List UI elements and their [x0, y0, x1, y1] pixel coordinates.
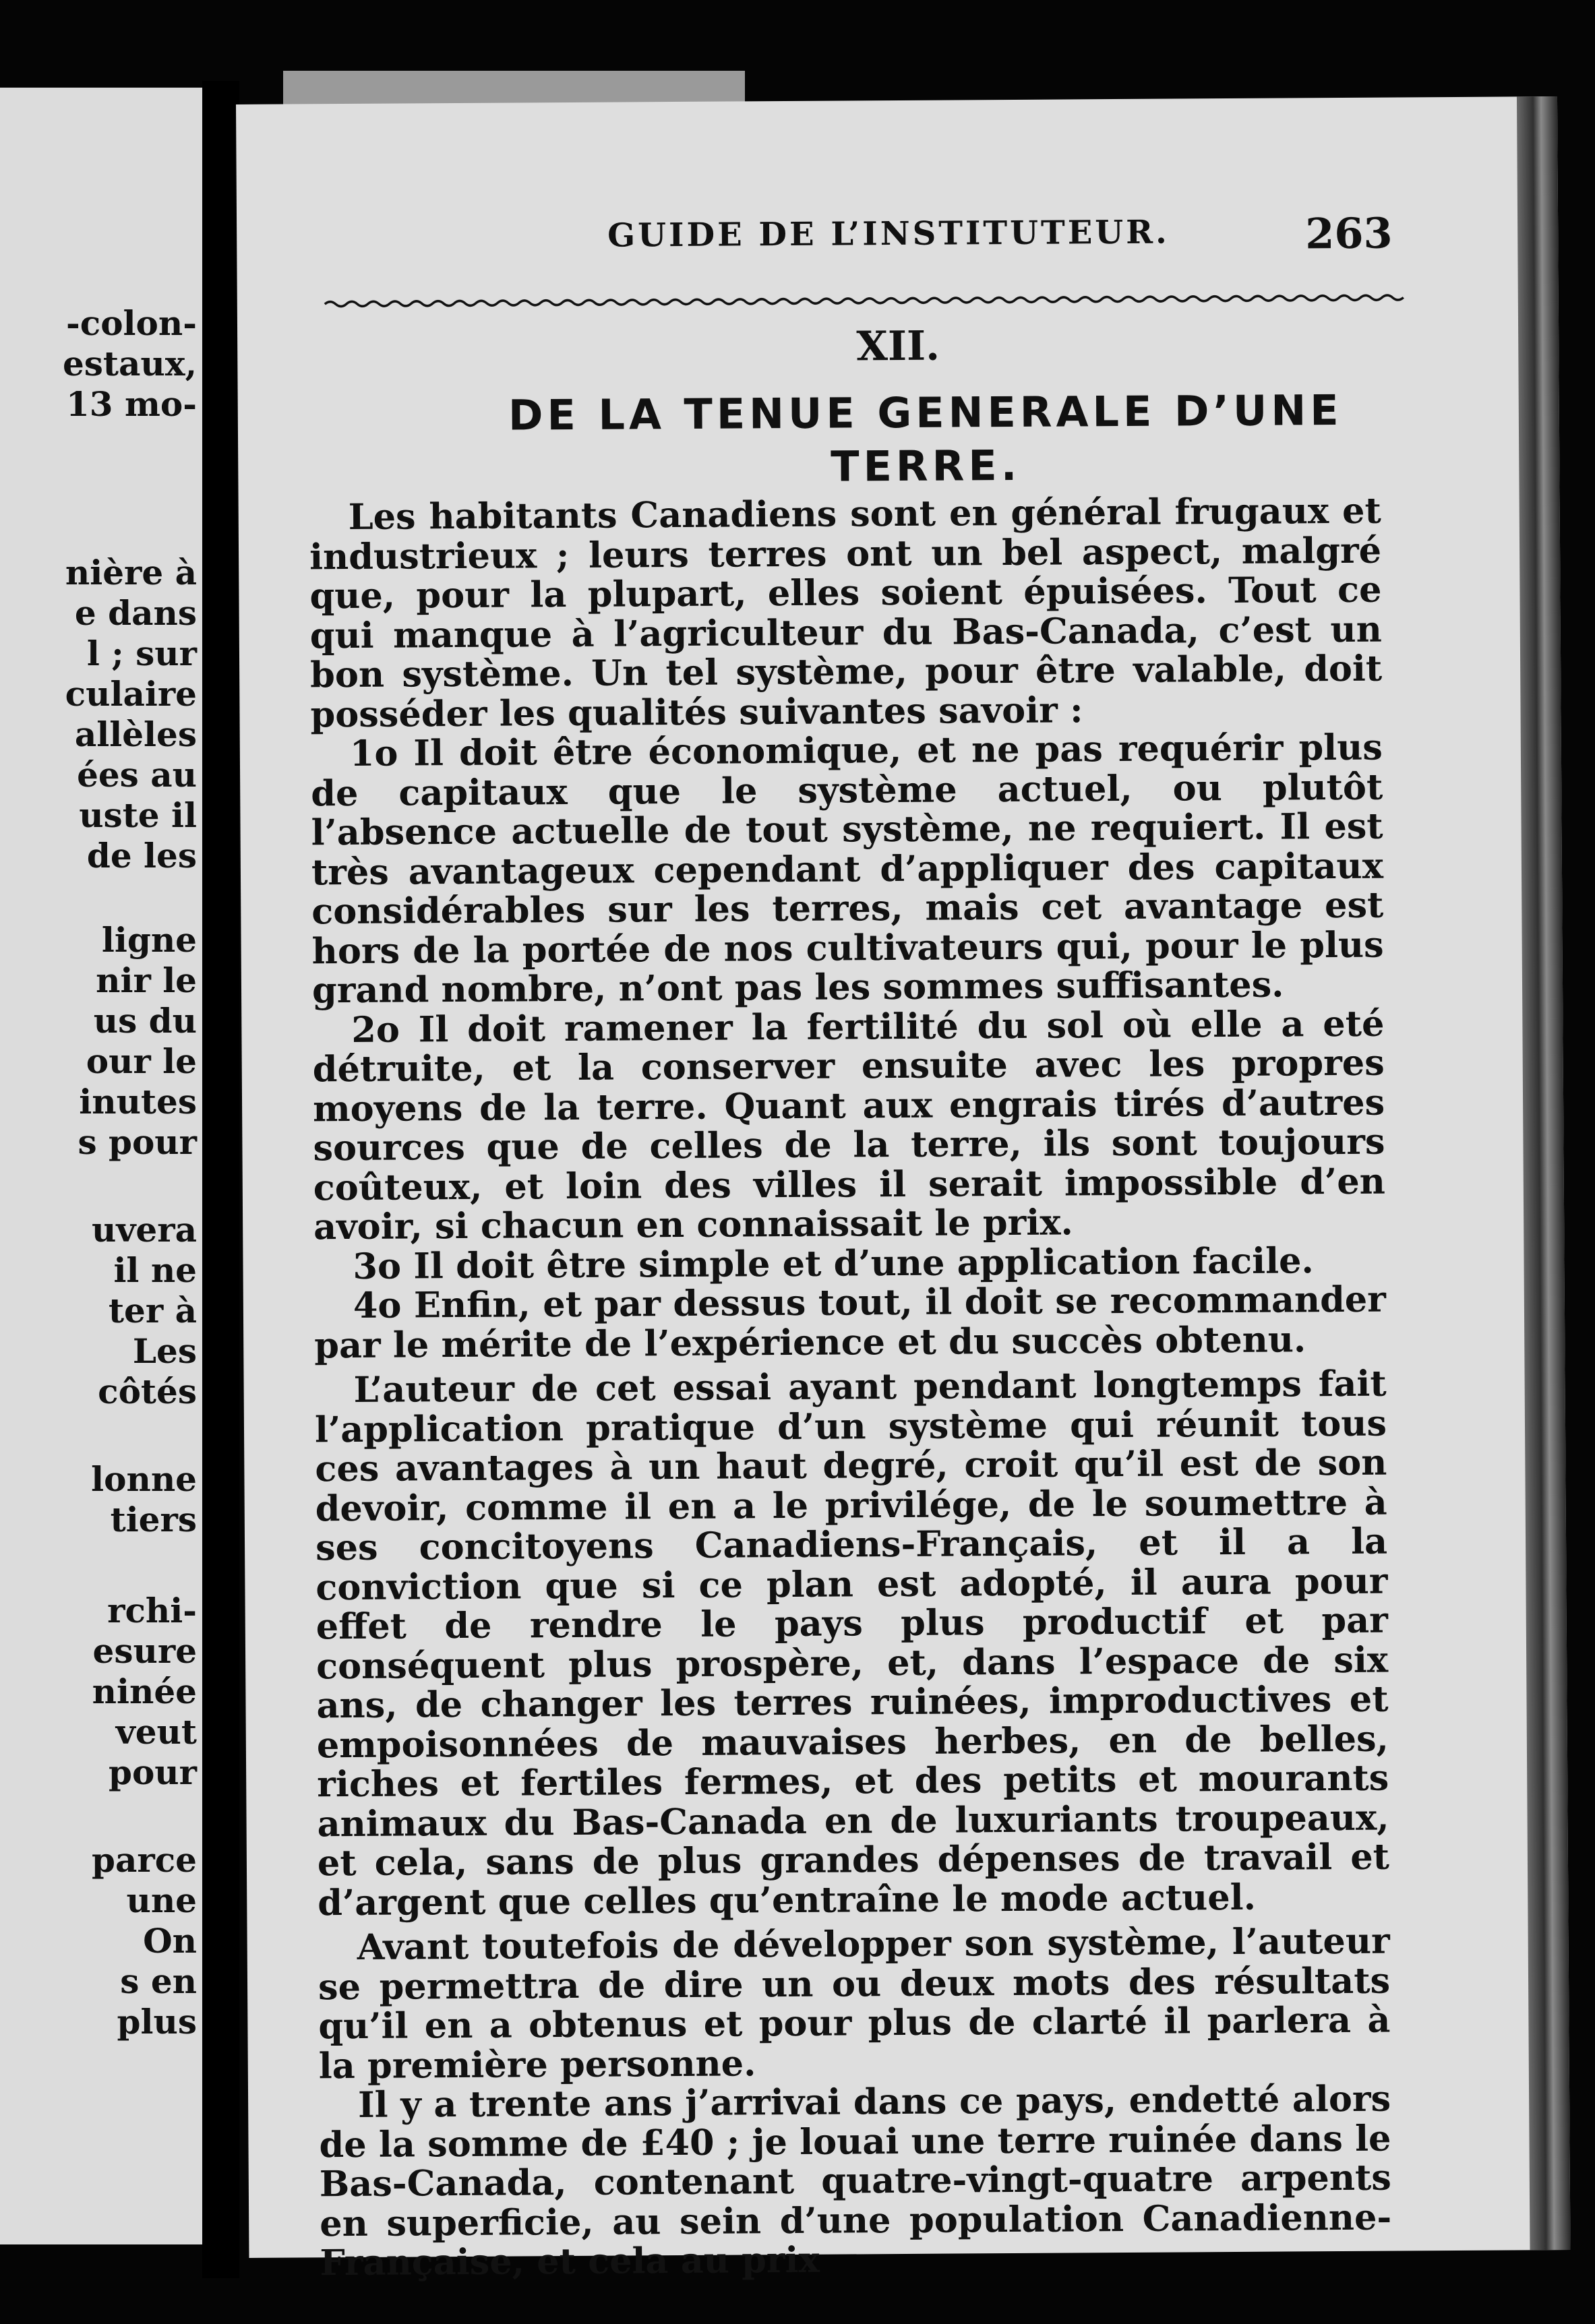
left-page-fragment: une: [126, 1880, 197, 1920]
paragraph-thirty-years: Il y a trente ans j’arrivai dans ce pays, endetté alors de la somme de £40 ; je louai une terre ruinée dans le Bas-Canada, contenant quatre-vingt-quatre arpents en superficie, au sein d’une population Canadienne-Française, et cela au prix: [319, 2078, 1392, 2284]
paragraph-intro: Les habitants Canadiens sont en général frugaux et industrieux ; leurs terres ont un bel aspect, malgré que, pour la plupart, elles soient épuisées. Tout ce qui manque à l’agriculteur du Bas-Canada, c’est un bon système. Un tel système, pour être valable, doit posséder les qualités suivantes savoir :: [309, 490, 1383, 735]
left-page-fragment: s en: [120, 1961, 197, 2001]
left-page-fragment: pour: [108, 1752, 197, 1792]
chapter-title: DE LA TENUE GENERALE D’UNE TERRE.: [508, 385, 1343, 491]
paragraph-point-1: 1o Il doit être économique, et ne pas requérir plus de capitaux que le système actuel, ou plutôt l’absence actuelle de tout système, ne requiert. Il est très avantageux cependant d’appliquer des capitaux considérables sur les terres, mais cet avantage est hors de la portée de nos cultivateurs qui, pour le plus grand nombre, n’ont pas les sommes suffisantes.: [311, 727, 1384, 1012]
book-gutter: [202, 81, 239, 2278]
running-title: GUIDE DE L’INSTITUTEUR.: [607, 213, 1170, 255]
left-page-fragment: -colon-: [66, 303, 197, 343]
left-page-fragment: l ; sur: [86, 634, 197, 673]
left-page-fragment: Les: [132, 1331, 197, 1371]
paragraph-point-3: 3o Il doit être simple et d’une application facile.: [353, 1240, 1314, 1287]
page-number: 263: [1304, 208, 1393, 259]
left-page-fragment: our le: [86, 1041, 197, 1081]
left-page-fragment: ninée: [92, 1672, 197, 1711]
paragraph-before: Avant toutefois de développer son système, l’auteur se permettra de dire un ou deux mots des résultats qu’il en a obtenus et pour plus de clarté il parlera à la première personne.: [318, 1920, 1391, 2087]
left-page-fragment: lonne: [91, 1459, 197, 1499]
left-page-fragment: us du: [93, 1001, 197, 1041]
left-page-fragment: nière à: [65, 553, 197, 592]
left-page-fragment: plus: [117, 2002, 197, 2042]
body-text: [309, 492, 1392, 2284]
paragraph-author: L’auteur de cet essai ayant pendant longtemps fait l’application pratique d’un système qui réunit tous ces avantages à un haut degré, croit qu’il est de son devoir, comme il en a le privilége, de le soumettre à ses concitoyens Canadiens-Français, et il a la conviction que si ce plan est adopté, il aura pour effet de rendre le pays plus productif et par conséquent plus prospère, et, dans l’espace de six ans, de changer les terres ruinées, improductives et empoisonnées de mauvaises herbes, en de belles, riches et fertiles fermes, et des petits et mourants animaux du Bas-Canada en de luxuriants troupeaux, et cela, sans de plus grandes dépenses de travail et d’argent que celles qu’entraîne le mode actuel.: [314, 1363, 1390, 1924]
left-page-fragment: uste il: [79, 795, 197, 835]
page-edge: [1517, 96, 1571, 2250]
paragraph-point-2: 2o Il doit ramener la fertilité du sol où elle a eté détruite, et la conserver ensuite avec les propres moyens de la terre. Quant aux engrais tirés d’autres sources que de celles de la terre, ils sont toujours coûteux, et loin des villes il serait impossible d’en avoir, si chacun en connaissait le prix.: [312, 1003, 1385, 1248]
running-head: [237, 208, 1558, 273]
left-page-fragment: On: [143, 1921, 197, 1961]
left-page-fragment: veut: [115, 1712, 197, 1752]
left-page-fragment: il ne: [113, 1250, 197, 1290]
left-page-fragment: parce: [92, 1840, 197, 1880]
left-page-fragment: 13 mo-: [66, 384, 197, 424]
left-page-fragment: uvera: [92, 1210, 197, 1250]
left-facing-page: [0, 88, 202, 2244]
left-page-fragment: e dans: [74, 593, 197, 633]
left-page-fragment: côtés: [98, 1372, 197, 1411]
paragraph-point-4: 4o Enfin, et par dessus tout, il doit se recommander par le mérite de l’expérience et du succès obtenu.: [314, 1279, 1387, 1366]
left-page-fragment: culaire: [65, 674, 197, 714]
chapter-number: XII.: [856, 322, 940, 371]
book-page: [236, 96, 1570, 2284]
left-page-fragment: nir le: [96, 960, 197, 1000]
left-page-fragment: allèles: [74, 714, 197, 754]
left-page-fragment: tiers: [110, 1500, 197, 1539]
left-page-fragment: ter à: [108, 1291, 197, 1331]
left-page-fragment: esure: [92, 1631, 197, 1671]
left-page-fragment: s pour: [78, 1122, 197, 1162]
left-page-fragment: estaux,: [62, 344, 197, 384]
decorative-rule: [325, 293, 1404, 309]
left-page-fragment: de les: [86, 836, 197, 876]
left-page-fragment: rchi-: [107, 1591, 197, 1630]
left-page-fragment: ées au: [77, 755, 197, 795]
left-page-fragment: inutes: [79, 1082, 197, 1122]
left-page-fragment: ligne: [101, 920, 197, 960]
